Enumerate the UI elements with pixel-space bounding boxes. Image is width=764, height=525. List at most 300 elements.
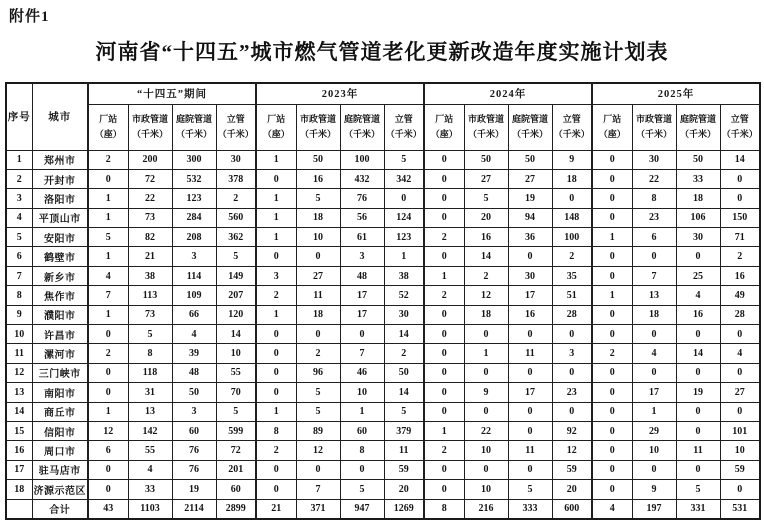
row-city: 信阳市 [32, 421, 88, 440]
row-value: 56 [340, 208, 384, 227]
header-sub-line1: 庭院管道 [679, 113, 716, 124]
row-value: 2 [216, 189, 256, 208]
row-value: 4 [172, 325, 216, 344]
row-value: 2 [720, 247, 760, 266]
row-value: 0 [88, 363, 128, 382]
row-value: 0 [256, 480, 296, 499]
header-sub-col [508, 104, 552, 150]
header-sub-line1: 厂站 [99, 113, 118, 124]
row-value: 7 [632, 266, 676, 285]
row-value: 59 [552, 460, 592, 479]
table-row [6, 383, 760, 402]
row-value: 29 [632, 421, 676, 440]
row-value: 0 [88, 460, 128, 479]
row-value: 532 [172, 169, 216, 188]
row-value: 0 [676, 325, 720, 344]
row-value: 1 [88, 189, 128, 208]
row-value: 0 [424, 402, 464, 421]
row-city: 安阳市 [32, 228, 88, 247]
header-sub-line1: 厂站 [603, 113, 622, 124]
row-value: 0 [720, 363, 760, 382]
row-value: 18 [676, 189, 720, 208]
row-value: 73 [128, 208, 172, 227]
row-value: 1 [592, 228, 632, 247]
row-seq: 1 [6, 150, 32, 169]
row-value: 17 [508, 286, 552, 305]
row-value: 331 [676, 499, 720, 519]
row-value: 10 [296, 228, 340, 247]
row-value: 73 [128, 305, 172, 324]
table-row [6, 286, 760, 305]
row-value: 342 [384, 169, 424, 188]
row-value: 947 [340, 499, 384, 519]
header-sub-line2: （千米） [175, 129, 212, 139]
row-value: 0 [424, 363, 464, 382]
row-value: 0 [676, 460, 720, 479]
row-value: 0 [508, 363, 552, 382]
row-value: 0 [424, 169, 464, 188]
row-city: 济源示范区 [32, 480, 88, 499]
table-row [6, 266, 760, 285]
header-sub-line1: 庭院管道 [343, 113, 380, 124]
row-value: 14 [216, 325, 256, 344]
row-value: 1 [88, 402, 128, 421]
row-value: 0 [340, 460, 384, 479]
row-value: 1 [340, 402, 384, 421]
header-sub-col [256, 104, 296, 150]
row-value: 76 [172, 441, 216, 460]
row-city: 濮阳市 [32, 305, 88, 324]
row-value: 1 [632, 402, 676, 421]
row-value: 5 [88, 228, 128, 247]
row-value: 17 [632, 383, 676, 402]
header-sub-col [216, 104, 256, 150]
row-value: 72 [216, 441, 256, 460]
row-value: 0 [552, 325, 592, 344]
row-value: 0 [508, 460, 552, 479]
row-value: 1 [256, 150, 296, 169]
header-sub-col [676, 104, 720, 150]
row-value: 60 [340, 421, 384, 440]
row-value: 35 [552, 266, 592, 285]
row-value: 60 [172, 421, 216, 440]
row-city: 焦作市 [32, 286, 88, 305]
table-row [6, 169, 760, 188]
row-value: 2 [552, 247, 592, 266]
row-value: 50 [384, 363, 424, 382]
row-value: 39 [172, 344, 216, 363]
table-row [6, 421, 760, 440]
header-sub-line1: 立管 [394, 113, 413, 124]
row-city: 开封市 [32, 169, 88, 188]
header-sub-line1: 厂站 [435, 113, 454, 124]
table-row [6, 208, 760, 227]
row-value: 362 [216, 228, 256, 247]
row-city: 三门峡市 [32, 363, 88, 382]
header-sub-line2: （千米） [721, 129, 758, 139]
row-value: 600 [552, 499, 592, 519]
row-value: 0 [552, 189, 592, 208]
row-value: 0 [592, 325, 632, 344]
header-sub-col [384, 104, 424, 150]
row-value: 0 [424, 208, 464, 227]
row-value: 0 [424, 480, 464, 499]
row-value: 0 [256, 169, 296, 188]
row-value: 25 [676, 266, 720, 285]
row-seq: 2 [6, 169, 32, 188]
row-seq: 5 [6, 228, 32, 247]
row-value: 0 [508, 247, 552, 266]
row-value: 5 [296, 189, 340, 208]
row-value: 123 [172, 189, 216, 208]
row-value: 33 [128, 480, 172, 499]
row-value: 76 [172, 460, 216, 479]
row-value: 30 [632, 150, 676, 169]
row-value: 109 [172, 286, 216, 305]
row-value: 48 [340, 266, 384, 285]
row-value: 1 [464, 344, 508, 363]
row-value: 0 [464, 402, 508, 421]
header-sub-col [592, 104, 632, 150]
row-value: 23 [552, 383, 592, 402]
header-sub-line1: 市政管道 [467, 113, 504, 124]
header-sub-col [128, 104, 172, 150]
row-value: 52 [384, 286, 424, 305]
row-value: 1 [88, 305, 128, 324]
row-city: 平顶山市 [32, 208, 88, 227]
row-value: 14 [720, 150, 760, 169]
row-value: 50 [464, 150, 508, 169]
row-value: 11 [384, 441, 424, 460]
row-value: 11 [676, 441, 720, 460]
row-value: 46 [340, 363, 384, 382]
row-value: 1 [256, 402, 296, 421]
row-value: 0 [592, 150, 632, 169]
row-value: 14 [384, 383, 424, 402]
row-value: 216 [464, 499, 508, 519]
row-value: 333 [508, 499, 552, 519]
row-value: 371 [296, 499, 340, 519]
row-value: 1103 [128, 499, 172, 519]
table-row [6, 189, 760, 208]
row-seq: 8 [6, 286, 32, 305]
row-value: 11 [508, 344, 552, 363]
row-value: 123 [384, 228, 424, 247]
row-value: 18 [464, 305, 508, 324]
row-value: 17 [340, 305, 384, 324]
row-value: 8 [340, 441, 384, 460]
row-value: 1269 [384, 499, 424, 519]
row-value: 3 [256, 266, 296, 285]
row-city: 南阳市 [32, 383, 88, 402]
row-value: 113 [128, 286, 172, 305]
row-value: 106 [676, 208, 720, 227]
row-value: 0 [592, 208, 632, 227]
row-seq: 17 [6, 460, 32, 479]
row-value: 14 [676, 344, 720, 363]
row-value: 50 [676, 150, 720, 169]
header-sub-line1: 立管 [562, 113, 581, 124]
row-value: 0 [592, 460, 632, 479]
row-value: 378 [216, 169, 256, 188]
header-sub-line1: 立管 [730, 113, 749, 124]
row-value: 28 [552, 305, 592, 324]
table-row [6, 460, 760, 479]
row-seq: 16 [6, 441, 32, 460]
row-value: 8 [424, 499, 464, 519]
row-value: 6 [632, 228, 676, 247]
row-value: 1 [384, 247, 424, 266]
table-row [6, 325, 760, 344]
row-seq: 6 [6, 247, 32, 266]
header-sub-col [172, 104, 216, 150]
header-sub-line2: （千米） [343, 129, 380, 139]
row-value: 59 [384, 460, 424, 479]
row-city: 新乡市 [32, 266, 88, 285]
row-value: 5 [508, 480, 552, 499]
row-value: 21 [128, 247, 172, 266]
row-value: 50 [172, 383, 216, 402]
row-value: 3 [340, 247, 384, 266]
header-sub-col [340, 104, 384, 150]
row-value: 31 [128, 383, 172, 402]
table-row [6, 441, 760, 460]
row-value: 22 [464, 421, 508, 440]
header-sub-line2: （座） [94, 129, 122, 139]
row-value: 9 [632, 480, 676, 499]
row-value: 0 [256, 344, 296, 363]
row-value: 12 [464, 286, 508, 305]
row-value: 0 [424, 305, 464, 324]
row-value: 5 [340, 480, 384, 499]
row-value: 0 [256, 325, 296, 344]
row-value: 16 [676, 305, 720, 324]
row-value: 28 [720, 305, 760, 324]
row-value: 1 [256, 208, 296, 227]
row-value: 18 [632, 305, 676, 324]
row-value: 19 [508, 189, 552, 208]
row-value: 94 [508, 208, 552, 227]
row-seq: 13 [6, 383, 32, 402]
row-value: 30 [508, 266, 552, 285]
table-row [6, 150, 760, 169]
row-value: 16 [464, 228, 508, 247]
row-value: 18 [296, 305, 340, 324]
row-seq: 4 [6, 208, 32, 227]
row-value: 0 [632, 247, 676, 266]
row-value: 0 [592, 383, 632, 402]
header-group-1: 2023年 [256, 83, 424, 104]
header-sub-line1: 庭院管道 [511, 113, 548, 124]
row-value: 76 [340, 189, 384, 208]
row-value: 19 [172, 480, 216, 499]
row-value: 10 [216, 344, 256, 363]
row-value: 4 [632, 344, 676, 363]
row-value: 0 [296, 247, 340, 266]
header-sub-col [632, 104, 676, 150]
row-value: 4 [88, 266, 128, 285]
row-value: 1 [256, 228, 296, 247]
row-city: 合计 [32, 499, 88, 519]
row-value: 5 [128, 325, 172, 344]
row-value: 23 [632, 208, 676, 227]
row-city: 商丘市 [32, 402, 88, 421]
row-value: 531 [720, 499, 760, 519]
row-value: 2 [88, 344, 128, 363]
row-value: 50 [296, 150, 340, 169]
row-value: 10 [720, 441, 760, 460]
row-value: 22 [632, 169, 676, 188]
table-row [6, 363, 760, 382]
header-sub-col [552, 104, 592, 150]
row-value: 82 [128, 228, 172, 247]
row-value: 5 [384, 402, 424, 421]
row-value: 27 [508, 169, 552, 188]
row-value: 207 [216, 286, 256, 305]
row-value: 9 [552, 150, 592, 169]
row-value: 599 [216, 421, 256, 440]
row-value: 0 [720, 480, 760, 499]
row-value: 59 [720, 460, 760, 479]
row-city: 周口市 [32, 441, 88, 460]
header-city: 城市 [32, 83, 88, 150]
header-sub-col [296, 104, 340, 150]
row-value: 0 [88, 169, 128, 188]
row-value: 120 [216, 305, 256, 324]
table-header [6, 83, 760, 150]
row-value: 10 [340, 383, 384, 402]
header-sub-line2: （千米） [299, 129, 336, 139]
row-value: 19 [676, 383, 720, 402]
row-value: 8 [632, 189, 676, 208]
row-value: 30 [384, 305, 424, 324]
row-value: 12 [296, 441, 340, 460]
row-value: 5 [384, 150, 424, 169]
row-value: 7 [340, 344, 384, 363]
header-sub-col [720, 104, 760, 150]
row-city: 郑州市 [32, 150, 88, 169]
row-value: 13 [632, 286, 676, 305]
row-seq: 15 [6, 421, 32, 440]
header-group-0: “十四五”期间 [88, 83, 256, 104]
header-sub-line1: 市政管道 [635, 113, 672, 124]
row-value: 3 [172, 402, 216, 421]
row-value: 55 [216, 363, 256, 382]
row-value: 0 [464, 363, 508, 382]
row-value: 0 [592, 441, 632, 460]
header-sub-line2: （千米） [131, 129, 168, 139]
row-value: 16 [508, 305, 552, 324]
row-value: 0 [592, 363, 632, 382]
row-value: 0 [720, 325, 760, 344]
row-value: 0 [592, 421, 632, 440]
row-value: 2 [424, 286, 464, 305]
row-value: 5 [464, 189, 508, 208]
row-value: 200 [128, 150, 172, 169]
header-sub-line2: （千米） [553, 129, 590, 139]
row-seq [6, 499, 32, 519]
row-value: 10 [632, 441, 676, 460]
row-city: 洛阳市 [32, 189, 88, 208]
row-value: 33 [676, 169, 720, 188]
row-value: 0 [720, 169, 760, 188]
header-sub-line2: （千米） [467, 129, 504, 139]
row-value: 30 [216, 150, 256, 169]
row-value: 12 [552, 441, 592, 460]
row-value: 118 [128, 363, 172, 382]
row-value: 5 [296, 402, 340, 421]
row-value: 50 [508, 150, 552, 169]
row-value: 5 [676, 480, 720, 499]
row-value: 0 [592, 305, 632, 324]
row-value: 0 [296, 325, 340, 344]
row-value: 7 [296, 480, 340, 499]
row-value: 1 [256, 305, 296, 324]
row-value: 70 [216, 383, 256, 402]
row-value: 0 [508, 402, 552, 421]
row-value: 18 [552, 169, 592, 188]
row-value: 0 [256, 247, 296, 266]
header-sub-col [464, 104, 508, 150]
header-sub-line1: 市政管道 [131, 113, 168, 124]
page-title: 河南省“十四五”城市燃气管道老化更新改造年度实施计划表 [95, 40, 669, 64]
table-row [6, 228, 760, 247]
row-city: 鹤壁市 [32, 247, 88, 266]
table-body [6, 150, 760, 519]
row-value: 1 [256, 189, 296, 208]
table-row [6, 480, 760, 499]
row-value: 8 [128, 344, 172, 363]
row-value: 17 [508, 383, 552, 402]
row-value: 36 [508, 228, 552, 247]
table-row [6, 305, 760, 324]
row-seq: 14 [6, 402, 32, 421]
row-value: 0 [508, 421, 552, 440]
row-value: 48 [172, 363, 216, 382]
row-value: 0 [632, 460, 676, 479]
row-seq: 10 [6, 325, 32, 344]
row-value: 2 [256, 441, 296, 460]
row-value: 7 [88, 286, 128, 305]
row-value: 1 [88, 247, 128, 266]
row-value: 1 [592, 286, 632, 305]
row-value: 0 [632, 363, 676, 382]
row-value: 2 [424, 228, 464, 247]
row-value: 20 [464, 208, 508, 227]
row-value: 5 [296, 383, 340, 402]
row-city: 漯河市 [32, 344, 88, 363]
row-value: 16 [296, 169, 340, 188]
header-sub-line2: （千米） [385, 129, 422, 139]
row-value: 92 [552, 421, 592, 440]
row-value: 1 [424, 421, 464, 440]
row-value: 432 [340, 169, 384, 188]
row-seq: 7 [6, 266, 32, 285]
header-sub-col [88, 104, 128, 150]
row-value: 0 [256, 383, 296, 402]
row-value: 0 [296, 460, 340, 479]
row-value: 0 [720, 402, 760, 421]
row-city: 驻马店市 [32, 460, 88, 479]
header-sub-line1: 市政管道 [299, 113, 336, 124]
row-value: 0 [676, 363, 720, 382]
row-value: 101 [720, 421, 760, 440]
row-value: 0 [88, 480, 128, 499]
header-sub-line2: （座） [598, 129, 626, 139]
row-value: 0 [676, 247, 720, 266]
row-value: 3 [552, 344, 592, 363]
row-value: 0 [552, 402, 592, 421]
